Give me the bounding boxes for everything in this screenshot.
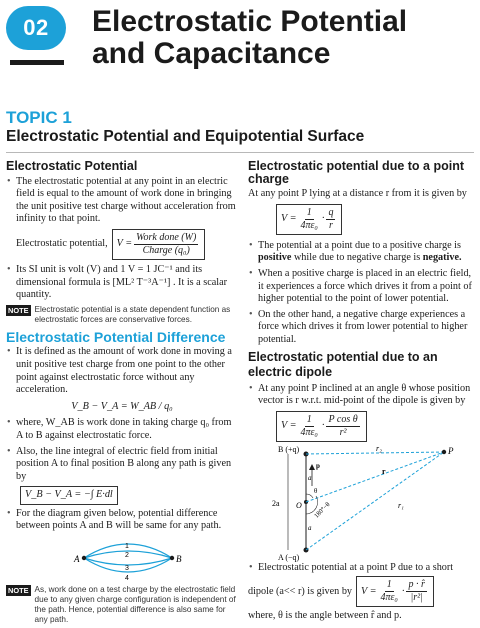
equation-line-integral: V_B − V_A = −∫ E·dl: [20, 486, 118, 505]
label-b: B: [176, 554, 182, 565]
section-heading-potential-difference: Electrostatic Potential Difference: [6, 328, 226, 345]
equation-point-charge-wrap: [248, 204, 476, 235]
left-column: [6, 160, 238, 628]
right-column: [248, 160, 476, 623]
p-arrowhead: [309, 464, 315, 470]
section-heading-electrostatic-potential: Electrostatic Potential: [6, 159, 138, 173]
equation-dot: ·: [321, 212, 325, 224]
chapter-title-line2: and Capacitance: [92, 37, 331, 70]
label-a-lower: a: [308, 523, 312, 532]
path-3: [84, 558, 172, 565]
fraction: [406, 579, 426, 604]
fraction: [298, 414, 319, 439]
fraction-numerator: 1: [306, 206, 312, 218]
fraction: [326, 414, 359, 439]
equation-dot: ·: [321, 419, 325, 431]
dipole-diagram: [248, 444, 476, 562]
r2-line: [306, 452, 444, 454]
point-a: [82, 556, 86, 560]
label-path-1: 1: [125, 543, 129, 551]
equation-lhs: V =: [116, 238, 133, 250]
fraction-denominator: 4πε₀: [300, 426, 318, 438]
note-text: Electrostatic potential is a state dependent function as electrostatic forces are conservative forces.: [34, 304, 231, 324]
topic-label: TOPIC 1: [6, 108, 72, 127]
emphasis-positive: positive: [258, 252, 292, 264]
bullet-si-unit: [6, 264, 238, 302]
label-supplementary-angle: 180°−θ: [313, 500, 332, 520]
fraction-denominator: |r²|: [410, 592, 423, 604]
text: The potential at a point due to a positive charge is: [258, 239, 461, 251]
paths-diagram: [6, 536, 238, 582]
fraction-denominator: Charge (q₀): [142, 244, 190, 256]
note-state-function: [6, 305, 238, 325]
emphasis-negative: negative.: [422, 252, 462, 264]
chapter-title: [92, 6, 407, 70]
label-theta: θ: [314, 486, 318, 495]
fraction-numerator: Work done (W): [136, 231, 197, 243]
bullet-short-dipole: • Electrostatic potential at a point P due to a short: [248, 562, 476, 575]
chapter-title-line1: Electrostatic Potential: [92, 5, 408, 38]
theta-arc: [306, 494, 313, 498]
label-p-vector: p: [316, 461, 320, 470]
equation-label: Electrostatic potential,: [16, 238, 108, 250]
point-b: [170, 556, 174, 560]
bullet-line-integral: • Also, the line integral of electric field from initial position A to final position B along any path is given by: [6, 446, 238, 484]
bullet-ep-definition: • The electrostatic potential at any point in an electric field is equal to the amount of work done in bringing the unit positive test charge without acceleration from infinity to that point.: [6, 176, 238, 226]
note-path-independence: [6, 585, 238, 625]
fraction-denominator: r²: [339, 426, 347, 438]
bullet-si-unit-line1: • Its SI unit is volt (V) and 1 V = 1 JC⁻¹ and its: [16, 263, 203, 275]
bullet-positive-charge-force: • When a positive charge is placed in an electric field, it experiences a force which drives it from a point of higher potential to the point of lower potential.: [248, 268, 476, 306]
equation-lhs: V =: [361, 585, 377, 597]
short-dipole-text: dipole (a<< r) is given by: [248, 585, 353, 597]
r1-line: [306, 452, 444, 550]
label-2a: 2a: [272, 498, 280, 508]
chapter-number-badge: [6, 6, 66, 50]
equation-ep: [6, 229, 238, 260]
fraction-denominator: 4πε₀: [300, 219, 318, 231]
fraction: [134, 232, 198, 257]
fraction-numerator: p · r̂: [408, 579, 425, 591]
equation-dipole: [276, 411, 367, 442]
equation-lhs: V =: [281, 419, 297, 431]
note-tag: NOTE: [8, 586, 29, 596]
label-p: P: [448, 445, 454, 456]
point-p: [442, 450, 446, 454]
fraction-numerator: P cos θ: [328, 413, 358, 425]
label-o: O: [296, 500, 302, 510]
fraction-denominator: r: [329, 219, 333, 231]
label-r: r: [382, 466, 386, 476]
equation-line-integral-wrap: [6, 486, 238, 505]
fraction-numerator: 1: [386, 579, 392, 591]
label-b-charge: B (+q): [278, 444, 300, 454]
equation-dipole-wrap: [248, 411, 476, 442]
label-a: A: [74, 554, 80, 565]
chapter-underline: [10, 60, 64, 65]
bullet-si-unit-line2: dimensional formula is [ML² T⁻³A⁻¹] . It is a scalar quantity.: [16, 276, 227, 301]
r-line: [306, 452, 444, 502]
fraction: [298, 207, 319, 232]
note-text: As, work done on a test charge by the electrostatic field due to any given charge configuration is independent of the path. Hence, potential difference is also same for any path.: [34, 585, 236, 625]
fraction-denominator: 4πε₀: [380, 592, 398, 604]
label-a-upper: a: [308, 473, 312, 482]
point-charge-intro: At any point P lying at a distance r from it is given by: [248, 188, 467, 200]
bullet-work-done: • where, W_AB is work done in taking charge q₀ from A to B against electrostatic force.: [6, 417, 238, 442]
bullet-path-independence: • For the diagram given below, potential difference between points A and B will be same for any path.: [6, 508, 238, 533]
label-path-2: 2: [125, 552, 129, 560]
section-heading-dipole: Electrostatic potential due to an electric dipole: [248, 349, 438, 379]
topic-title: Electrostatic Potential and Equipotential Surface: [6, 128, 365, 145]
angle-definition: where, θ is the angle between r̂ and p.: [248, 610, 402, 622]
equation-short-dipole: [356, 576, 434, 607]
label-r1: r₁: [398, 500, 404, 510]
fraction-numerator: q: [328, 206, 334, 218]
topic-divider: [6, 152, 474, 153]
text: while due to negative charge is: [293, 252, 421, 264]
label-a-charge: A (−q): [278, 552, 300, 562]
equation-dot: ·: [401, 585, 405, 597]
label-r2: r₂: [376, 443, 382, 453]
bullet-dipole-point: • At any point P inclined at an angle θ whose position vector is r w.r.t. mid-point of the dipole is given by: [248, 383, 476, 408]
bullet-negative-charge-force: • On the other hand, a negative charge experiences a force which drives it from lower potential to higher potential.: [248, 309, 476, 347]
equation-point-charge: [276, 204, 342, 235]
equation-box: [112, 229, 206, 260]
label-path-3: 3: [125, 565, 129, 573]
note-tag: NOTE: [8, 305, 29, 315]
chapter-number: 02: [23, 15, 49, 40]
short-dipole-row: [248, 576, 476, 607]
fraction-numerator: 1: [306, 413, 312, 425]
bullet-epd-definition: • It is defined as the amount of work done in moving a unit positive test charge from one point to the other point against electrostatic force without any acceleration.: [6, 346, 238, 396]
bullet-sign-of-potential: [248, 240, 476, 265]
label-path-4: 4: [125, 575, 129, 583]
equation-lhs: V =: [281, 212, 297, 224]
section-heading-point-charge: Electrostatic potential due to a point charge: [248, 159, 464, 186]
fraction: [378, 579, 399, 604]
fraction: [326, 207, 335, 232]
equation-epd-work: V_B − V_A = W_AB / q₀: [71, 400, 173, 412]
